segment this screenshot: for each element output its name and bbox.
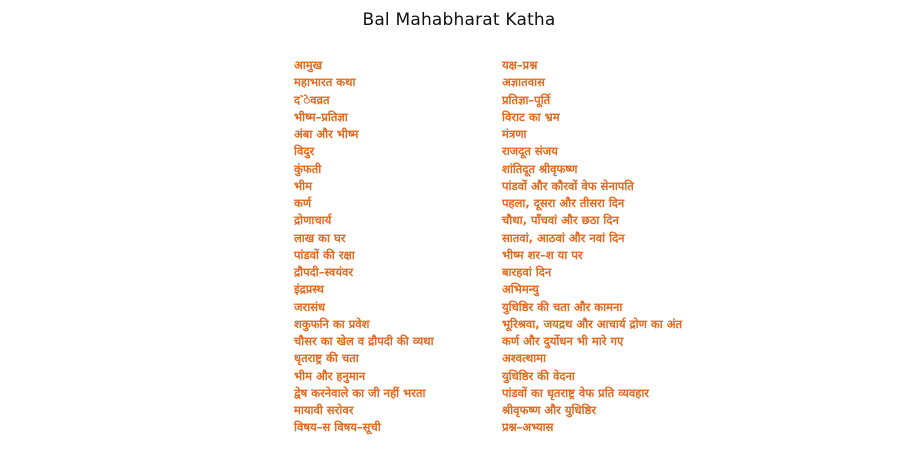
toc-item: कर्ण	[294, 196, 312, 210]
toc-item: शकुफनि का प्रवेश	[294, 316, 370, 331]
toc-item: बारहवां दिन	[502, 265, 552, 279]
toc-item: श्रीवृफष्ण और युधिष्ठिर	[502, 403, 597, 417]
toc-item: चौथा, पाँचवां और छठा दिन	[502, 213, 619, 228]
toc-item: पांडवों और कौरवों वेफ सेनापति	[502, 178, 634, 193]
toc-item: अंबा और भीष्म	[294, 127, 359, 141]
toc-item: कर्ण और दुर्योधन भी मारे गए	[502, 334, 624, 348]
toc-item: युधिष्ठिर की चता और कामना	[502, 299, 623, 314]
toc-item: विदुर	[294, 144, 315, 159]
toc-item: अश्वत्थामा	[502, 351, 547, 366]
toc-item: पांडवों का धृतराष्ट्र वेफ प्रति व्यवहार	[502, 385, 650, 400]
toc-item: भीम	[294, 178, 312, 193]
page-title: Bal Mahabharat Katha	[362, 10, 556, 30]
toc-item: द्वेष करनेवाले का जी नहीं भरता	[294, 385, 426, 400]
toc-item: महाभारत कथा	[294, 75, 356, 90]
toc-item: अज्ञातवास	[502, 75, 545, 90]
toc-item: आमुख	[294, 58, 323, 72]
toc-item: यक्ष–प्रश्न	[502, 58, 538, 72]
toc-item: सातवां, आठवां और नवां दिन	[502, 230, 625, 245]
toc-item: भीष्म–प्रतिज्ञा	[294, 109, 348, 124]
toc-item: पहला, दूसरा और तीसरा दिन	[502, 196, 625, 210]
toc-item: भूरिश्रवा, जयद्रथ और आचार्य द्रोण का अंत	[502, 316, 683, 331]
toc-item: मंत्रणा	[502, 127, 527, 141]
toc-left-column	[294, 57, 494, 437]
toc-item: विषय–स विषय–सूची	[294, 420, 381, 435]
toc-item: लाख का घर	[294, 230, 346, 245]
toc-item: धृतराष्ट्र की चता	[294, 351, 359, 366]
toc-item: द`ेवव्रत	[294, 92, 330, 107]
toc-right-column	[502, 57, 742, 437]
toc-item: विराट का भ्रम	[502, 109, 560, 124]
toc-item: राजदूत संजय	[502, 144, 558, 159]
toc-item: प्रश्न–अभ्यास	[502, 420, 554, 435]
toc-item: अभिमन्यु	[502, 282, 539, 297]
toc-item: पांडवों की रक्षा	[294, 247, 355, 262]
toc-item: भीष्म शर–श या पर	[502, 247, 583, 262]
toc-item: कुंफती	[294, 161, 322, 176]
toc-item: द्रौपदी–स्वयंवर	[294, 265, 354, 279]
toc-item: जरासंध	[294, 299, 326, 314]
toc-item: द्रोणाचार्य	[294, 213, 332, 228]
toc-item: शांतिदूत श्रीवृफष्ण	[502, 161, 578, 176]
toc-item: चौसर का खेल व द्रौपदी की व्यथा	[294, 334, 434, 348]
toc-item: प्रतिज्ञा–पूर्ति	[502, 92, 551, 107]
toc-item: युधिष्ठिर की वेदना	[502, 368, 575, 383]
toc-item: इंद्रप्रस्थ	[294, 282, 324, 297]
toc-item: मायावी सरोवर	[294, 403, 354, 417]
toc-item: भीम और हनुमान	[294, 368, 366, 383]
